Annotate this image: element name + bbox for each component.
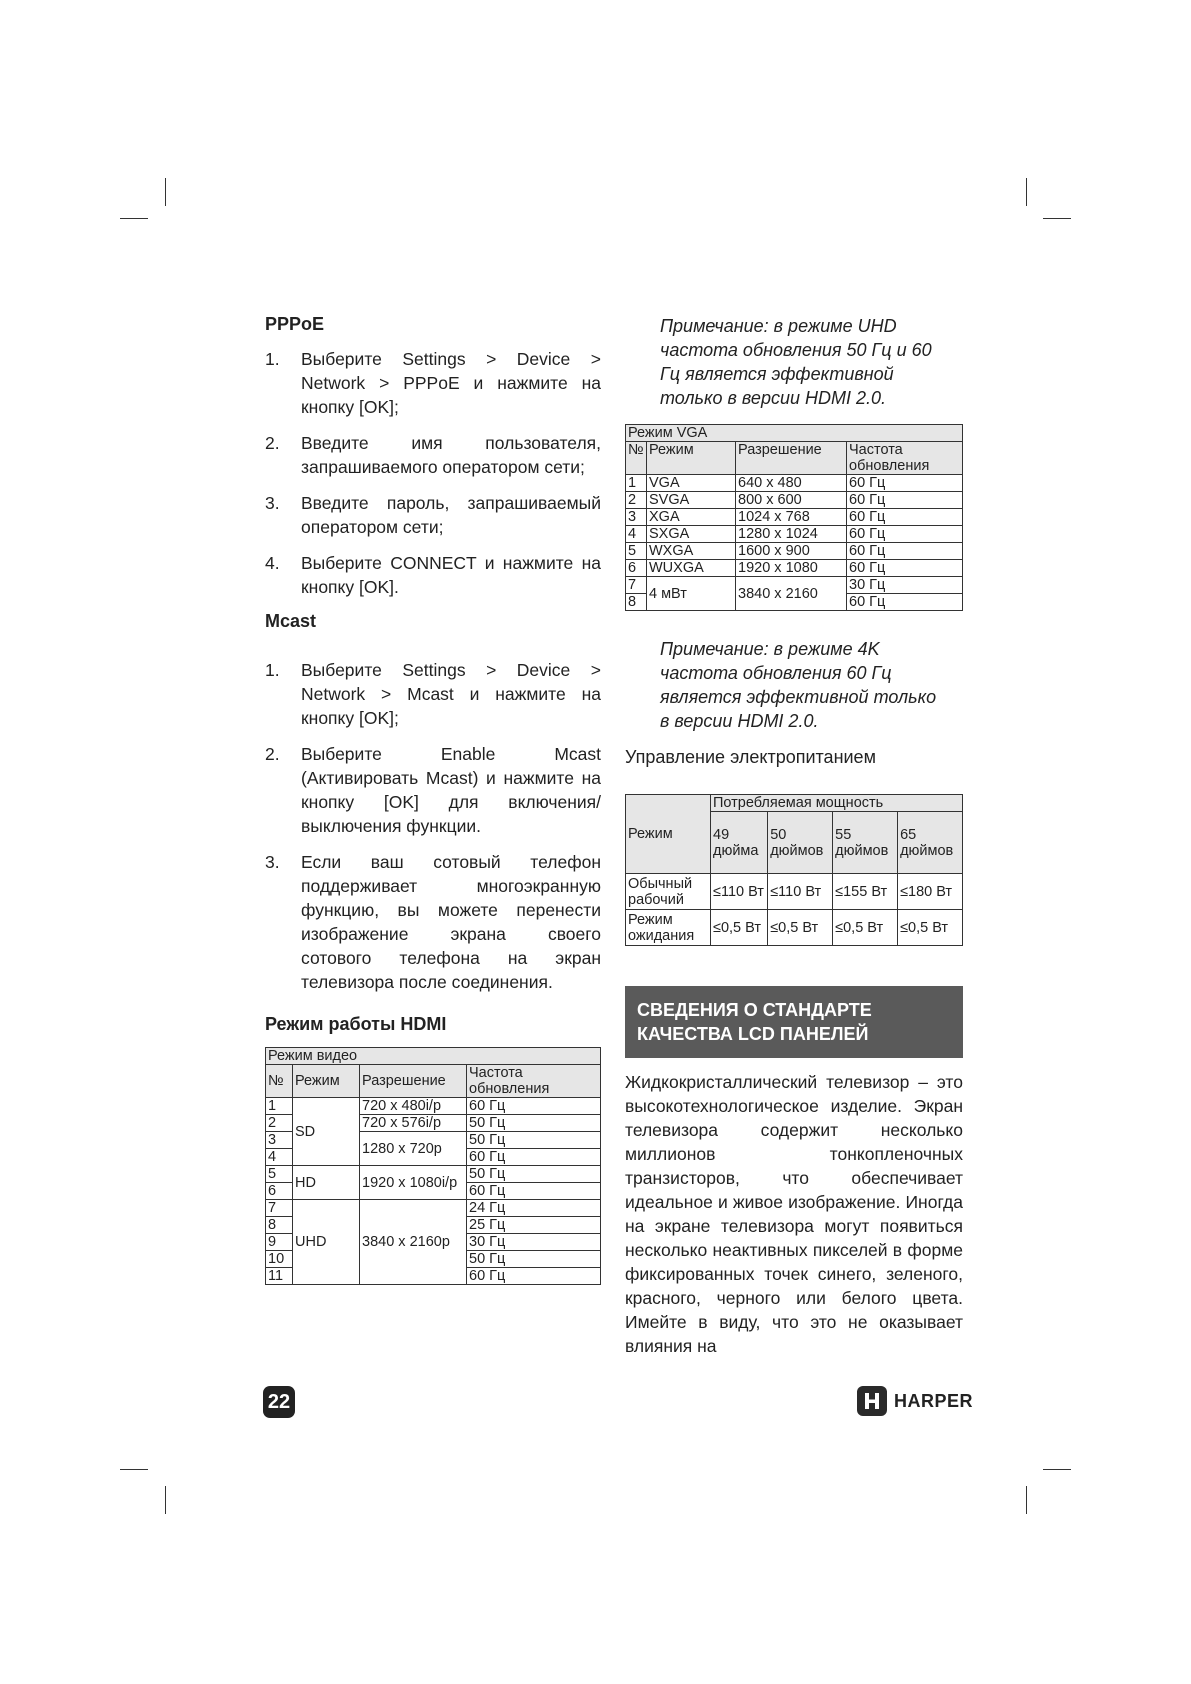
table-cell: 30 Гц xyxy=(847,577,963,594)
table-cell: 1024 x 768 xyxy=(736,509,847,526)
pppoe-title: PPPoE xyxy=(265,314,325,334)
table-cell: 9 xyxy=(266,1234,293,1251)
table-cell: 60 Гц xyxy=(847,560,963,577)
table-cell: 25 Гц xyxy=(467,1217,601,1234)
table-cell: 640 x 480 xyxy=(736,475,847,492)
table-cell: 60 Гц xyxy=(847,475,963,492)
table-cell: 60 Гц xyxy=(847,543,963,560)
right-column xyxy=(625,314,963,1358)
left-column xyxy=(265,314,601,1285)
table-cell: ≤0,5 Вт xyxy=(711,910,768,946)
table-cell: 3840 x 2160 xyxy=(736,577,847,611)
table-row xyxy=(626,543,963,560)
crop-mark xyxy=(165,178,166,206)
column-header: Частота обновления xyxy=(467,1065,601,1098)
table-cell: 1280 x 1024 xyxy=(736,526,847,543)
table-cell: ≤155 Вт xyxy=(833,874,898,910)
table-cell: ≤180 Вт xyxy=(898,874,963,910)
table-cell: 720 x 480i/p xyxy=(360,1098,467,1115)
table-cell: 50 Гц xyxy=(467,1251,601,1268)
column-header: Разрешение xyxy=(360,1065,467,1098)
table-cell: 60 Гц xyxy=(847,509,963,526)
table-cell: 60 Гц xyxy=(467,1183,601,1200)
column-header: Разрешение xyxy=(736,442,847,475)
note-4k: Примечание: в режиме 4K частота обновления 60 Гц является эффективной только в версии HDMI 2.0. xyxy=(660,639,937,731)
table-cell: 800 x 600 xyxy=(736,492,847,509)
table-cell: 1600 x 900 xyxy=(736,543,847,560)
step-number: 4. xyxy=(265,553,280,573)
table-cell: 50 Гц xyxy=(467,1132,601,1149)
step-number: 1. xyxy=(265,349,280,369)
pppoe-steps xyxy=(265,347,601,599)
table-cell: 60 Гц xyxy=(847,492,963,509)
step-text: Выберите Enable Mcast (Активировать Mcast) и нажмите на кнопку [OK] для включения/выключения функции. xyxy=(301,744,601,836)
step-text: Если ваш сотовый телефон поддерживает многоэкранную функцию, вы можете перенести изображение экрана своего сотового телефона на экран телевизора после соединения. xyxy=(301,852,601,992)
table-cell: 30 Гц xyxy=(467,1234,601,1251)
table-cell: ≤110 Вт xyxy=(768,874,833,910)
table-cell: 2 xyxy=(626,492,647,509)
table-cell: SXGA xyxy=(647,526,736,543)
table-cell: WUXGA xyxy=(647,560,736,577)
table-cell: XGA xyxy=(647,509,736,526)
table-cell: 60 Гц xyxy=(847,526,963,543)
table-row xyxy=(626,526,963,543)
table-cell: 1 xyxy=(266,1098,293,1115)
table-cell: SD xyxy=(293,1098,360,1166)
step-number: 2. xyxy=(265,744,280,764)
crop-mark xyxy=(1043,218,1071,219)
power-title: Управление электропитанием xyxy=(625,747,876,767)
crop-mark xyxy=(1043,1469,1071,1470)
table-cell: ≤110 Вт xyxy=(711,874,768,910)
harper-logo-icon xyxy=(857,1386,887,1416)
table-cell: 4 xyxy=(266,1149,293,1166)
table-cell: 24 Гц xyxy=(467,1200,601,1217)
table-cell: 1920 x 1080i/p xyxy=(360,1166,467,1200)
step-text: Выберите CONNECT и нажмите на кнопку [OK]. xyxy=(301,553,601,597)
table-cell: 50 Гц xyxy=(467,1166,601,1183)
lcd-paragraph: Жидкокристаллический телевизор – это высокотехнологическое изделие. Экран телевизора содержит несколько миллионов тонкопленочных транзисторов, что обеспечивает идеальное и живое изображение. Иногда на экране телевизора могут появиться несколько неактивных пикселей в форме фиксированных точек синего, зеленого, красного, черного или белого цвета. Имейте в виду, что это не оказывает влияния на xyxy=(625,1072,963,1356)
table-cell: 5 xyxy=(266,1166,293,1183)
list-item xyxy=(265,658,601,730)
step-text: Выберите Settings > Device > Network > PPPoE и нажмите на кнопку [OK]; xyxy=(301,349,601,417)
table-cell: VGA xyxy=(647,475,736,492)
table-caption: Режим видео xyxy=(266,1048,601,1065)
table-cell: SVGA xyxy=(647,492,736,509)
table-row xyxy=(626,874,963,910)
table-cell: Обычный рабочий xyxy=(626,874,711,910)
crop-mark xyxy=(120,218,148,219)
column-header: Частота обновления xyxy=(847,442,963,475)
table-cell: 3 xyxy=(266,1132,293,1149)
table-row xyxy=(266,1166,601,1183)
table-row xyxy=(266,1098,601,1115)
table-row xyxy=(626,475,963,492)
mcast-title: Mcast xyxy=(265,611,317,631)
table-cell: UHD xyxy=(293,1200,360,1285)
table-cell: 4 xyxy=(626,526,647,543)
list-item xyxy=(265,431,601,479)
note-uhd: Примечание: в режиме UHD частота обновления 50 Гц и 60 Гц является эффективной только в версии HDMI 2.0. xyxy=(660,316,932,408)
table-cell: Режим ожидания xyxy=(626,910,711,946)
table-cell: 60 Гц xyxy=(467,1149,601,1166)
table-cell: 720 x 576i/p xyxy=(360,1115,467,1132)
list-item xyxy=(265,742,601,838)
table-row xyxy=(626,560,963,577)
table-cell: 5 xyxy=(626,543,647,560)
column-header: 50 дюймов xyxy=(768,812,833,874)
column-header: 49 дюйма xyxy=(711,812,768,874)
table-cell: 3 xyxy=(626,509,647,526)
table-cell: ≤0,5 Вт xyxy=(898,910,963,946)
table-cell: 1920 x 1080 xyxy=(736,560,847,577)
step-number: 3. xyxy=(265,493,280,513)
table-cell: 2 xyxy=(266,1115,293,1132)
column-header: 55 дюймов xyxy=(833,812,898,874)
table-cell: 4 мВт xyxy=(647,577,736,611)
table-cell: 8 xyxy=(626,594,647,611)
list-item xyxy=(265,347,601,419)
page-number: 22 xyxy=(263,1386,295,1418)
table-cell: 7 xyxy=(266,1200,293,1217)
table-cell: WXGA xyxy=(647,543,736,560)
table-cell: 7 xyxy=(626,577,647,594)
table-cell: 6 xyxy=(266,1183,293,1200)
mcast-steps xyxy=(265,658,601,994)
table-cell: 8 xyxy=(266,1217,293,1234)
table-cell: 10 xyxy=(266,1251,293,1268)
video-mode-table xyxy=(265,1047,601,1285)
step-number: 3. xyxy=(265,852,280,872)
table-cell: ≤0,5 Вт xyxy=(768,910,833,946)
vga-mode-table xyxy=(625,424,963,611)
crop-mark xyxy=(165,1486,166,1514)
table-cell: 11 xyxy=(266,1268,293,1285)
list-item xyxy=(265,850,601,994)
table-cell: 1280 x 720p xyxy=(360,1132,467,1166)
table-cell: 3840 x 2160p xyxy=(360,1200,467,1285)
table-caption: Режим VGA xyxy=(626,425,963,442)
column-header: 65 дюймов xyxy=(898,812,963,874)
table-row xyxy=(266,1200,601,1217)
step-text: Выберите Settings > Device > Network > Mcast и нажмите на кнопку [OK]; xyxy=(301,660,601,728)
column-header: Режим xyxy=(626,795,711,874)
step-number: 2. xyxy=(265,433,280,453)
step-text: Введите имя пользователя, запрашиваемого оператором сети; xyxy=(301,433,601,477)
table-cell: 50 Гц xyxy=(467,1115,601,1132)
table-cell: 1 xyxy=(626,475,647,492)
brand-logo xyxy=(857,1386,973,1416)
table-row xyxy=(626,910,963,946)
step-text: Введите пароль, запрашиваемый оператором сети; xyxy=(301,493,601,537)
crop-mark xyxy=(1026,178,1027,206)
table-cell: 60 Гц xyxy=(847,594,963,611)
table-row xyxy=(626,577,963,594)
column-header: № xyxy=(266,1065,293,1098)
column-header: № xyxy=(626,442,647,475)
crop-mark xyxy=(120,1469,148,1470)
section-banner: СВЕДЕНИЯ О СТАНДАРТЕ КАЧЕСТВА LCD ПАНЕЛЕЙ xyxy=(625,986,963,1058)
table-cell: 6 xyxy=(626,560,647,577)
hdmi-title: Режим работы HDMI xyxy=(265,1014,447,1034)
table-row xyxy=(626,509,963,526)
column-header: Режим xyxy=(647,442,736,475)
brand-name: HARPER xyxy=(894,1390,974,1411)
step-number: 1. xyxy=(265,660,280,680)
column-header: Потребляемая мощность xyxy=(711,795,963,812)
table-cell: HD xyxy=(293,1166,360,1200)
table-row xyxy=(626,492,963,509)
list-item xyxy=(265,491,601,539)
power-table xyxy=(625,794,963,946)
list-item xyxy=(265,551,601,599)
table-cell: 60 Гц xyxy=(467,1098,601,1115)
table-cell: ≤0,5 Вт xyxy=(833,910,898,946)
crop-mark xyxy=(1026,1486,1027,1514)
column-header: Режим xyxy=(293,1065,360,1098)
table-cell: 60 Гц xyxy=(467,1268,601,1285)
